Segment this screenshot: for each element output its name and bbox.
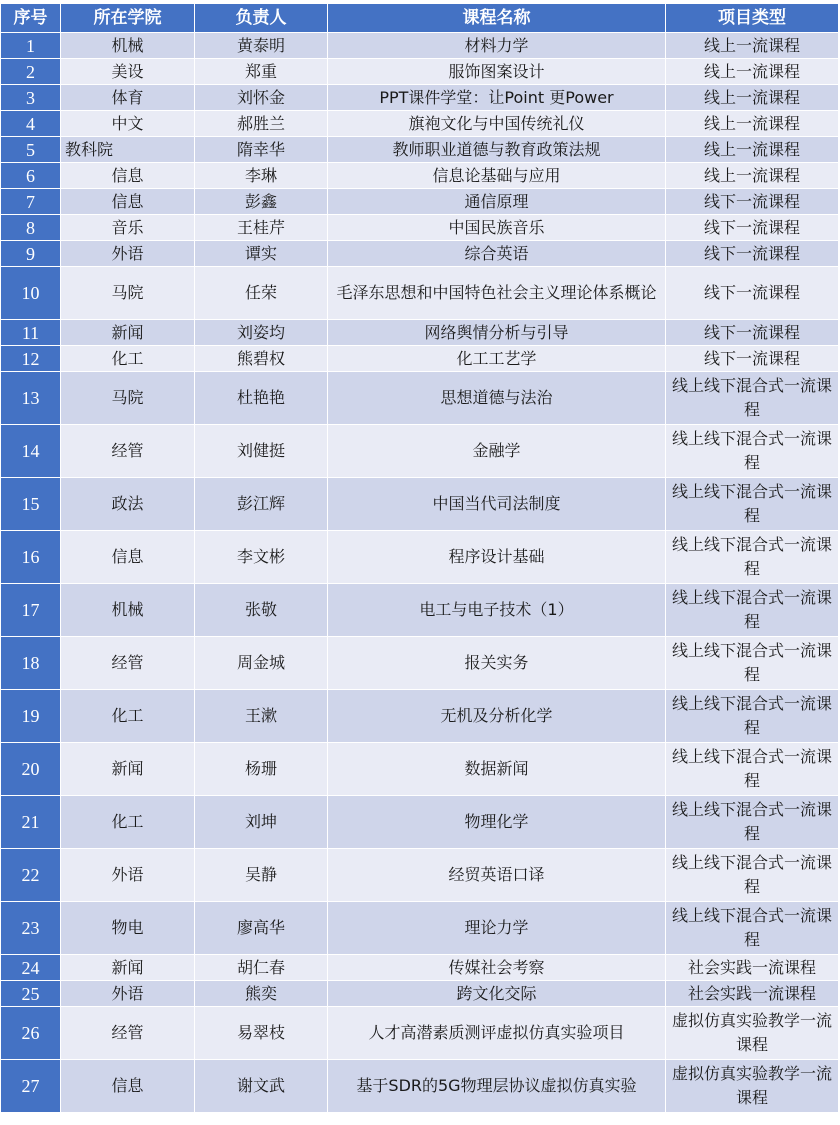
table-row <box>1 743 839 796</box>
college-cell: 教科院 <box>61 137 195 163</box>
college-cell: 经管 <box>61 425 195 478</box>
header-seq: 序号 <box>1 4 61 33</box>
leader-cell: 王漱 <box>195 690 328 743</box>
seq-cell: 15 <box>1 478 61 531</box>
college-cell: 马院 <box>61 372 195 425</box>
college-cell: 化工 <box>61 690 195 743</box>
leader-cell: 熊碧权 <box>195 346 328 372</box>
course-cell: 数据新闻 <box>328 743 666 796</box>
course-cell: 无机及分析化学 <box>328 690 666 743</box>
course-cell: 理论力学 <box>328 902 666 955</box>
leader-cell: 隋幸华 <box>195 137 328 163</box>
type-cell: 线上线下混合式一流课程 <box>666 690 839 743</box>
table-row <box>1 425 839 478</box>
header-course: 课程名称 <box>328 4 666 33</box>
type-cell: 线上一流课程 <box>666 163 839 189</box>
table-row <box>1 137 839 163</box>
type-cell: 线下一流课程 <box>666 241 839 267</box>
table-row <box>1 637 839 690</box>
leader-cell: 杜艳艳 <box>195 372 328 425</box>
type-cell: 社会实践一流课程 <box>666 955 839 981</box>
seq-cell: 16 <box>1 531 61 584</box>
leader-cell: 熊奕 <box>195 981 328 1007</box>
course-cell: 旗袍文化与中国传统礼仪 <box>328 111 666 137</box>
college-cell: 中文 <box>61 111 195 137</box>
leader-cell: 杨珊 <box>195 743 328 796</box>
seq-cell: 19 <box>1 690 61 743</box>
seq-cell: 26 <box>1 1007 61 1060</box>
college-cell: 外语 <box>61 849 195 902</box>
table-row <box>1 981 839 1007</box>
seq-cell: 8 <box>1 215 61 241</box>
leader-cell: 廖高华 <box>195 902 328 955</box>
type-cell: 线上线下混合式一流课程 <box>666 849 839 902</box>
course-cell: 程序设计基础 <box>328 531 666 584</box>
table-row <box>1 59 839 85</box>
leader-cell: 彭鑫 <box>195 189 328 215</box>
seq-cell: 3 <box>1 85 61 111</box>
table-row <box>1 1007 839 1060</box>
type-cell: 线上一流课程 <box>666 137 839 163</box>
leader-cell: 王桂芹 <box>195 215 328 241</box>
seq-cell: 21 <box>1 796 61 849</box>
table-row <box>1 584 839 637</box>
seq-cell: 7 <box>1 189 61 215</box>
type-cell: 线上一流课程 <box>666 33 839 59</box>
leader-cell: 彭江辉 <box>195 478 328 531</box>
type-cell: 线下一流课程 <box>666 215 839 241</box>
seq-cell: 23 <box>1 902 61 955</box>
type-cell: 线下一流课程 <box>666 189 839 215</box>
table-row <box>1 902 839 955</box>
type-cell: 线下一流课程 <box>666 320 839 346</box>
table-row <box>1 320 839 346</box>
table-row <box>1 531 839 584</box>
type-cell: 虚拟仿真实验教学一流课程 <box>666 1007 839 1060</box>
leader-cell: 张敬 <box>195 584 328 637</box>
seq-cell: 24 <box>1 955 61 981</box>
course-cell: 跨文化交际 <box>328 981 666 1007</box>
type-cell: 线上线下混合式一流课程 <box>666 743 839 796</box>
type-cell: 线上线下混合式一流课程 <box>666 478 839 531</box>
seq-cell: 6 <box>1 163 61 189</box>
leader-cell: 胡仁春 <box>195 955 328 981</box>
leader-cell: 任荣 <box>195 267 328 320</box>
type-cell: 社会实践一流课程 <box>666 981 839 1007</box>
college-cell: 新闻 <box>61 955 195 981</box>
leader-cell: 黄泰明 <box>195 33 328 59</box>
seq-cell: 5 <box>1 137 61 163</box>
header-college: 所在学院 <box>61 4 195 33</box>
seq-cell: 27 <box>1 1060 61 1113</box>
leader-cell: 刘坤 <box>195 796 328 849</box>
table-row <box>1 241 839 267</box>
type-cell: 线上一流课程 <box>666 111 839 137</box>
seq-cell: 2 <box>1 59 61 85</box>
course-cell: 人才高潜素质测评虚拟仿真实验项目 <box>328 1007 666 1060</box>
college-cell: 信息 <box>61 531 195 584</box>
college-cell: 新闻 <box>61 320 195 346</box>
table-row <box>1 955 839 981</box>
course-cell: 电工与电子技术（1） <box>328 584 666 637</box>
course-cell: 网络舆情分析与引导 <box>328 320 666 346</box>
seq-cell: 11 <box>1 320 61 346</box>
course-cell: 服饰图案设计 <box>328 59 666 85</box>
course-cell: 材料力学 <box>328 33 666 59</box>
leader-cell: 刘姿均 <box>195 320 328 346</box>
college-cell: 政法 <box>61 478 195 531</box>
table-row <box>1 346 839 372</box>
college-cell: 信息 <box>61 189 195 215</box>
type-cell: 线上线下混合式一流课程 <box>666 531 839 584</box>
college-cell: 外语 <box>61 241 195 267</box>
leader-cell: 谭实 <box>195 241 328 267</box>
table-row <box>1 33 839 59</box>
course-cell: 教师职业道德与教育政策法规 <box>328 137 666 163</box>
college-cell: 音乐 <box>61 215 195 241</box>
college-cell: 经管 <box>61 637 195 690</box>
college-cell: 机械 <box>61 584 195 637</box>
type-cell: 线上一流课程 <box>666 85 839 111</box>
course-cell: PPT课件学堂：让Point 更Power <box>328 85 666 111</box>
seq-cell: 18 <box>1 637 61 690</box>
college-cell: 化工 <box>61 346 195 372</box>
type-cell: 线下一流课程 <box>666 267 839 320</box>
seq-cell: 20 <box>1 743 61 796</box>
course-cell: 思想道德与法治 <box>328 372 666 425</box>
table-row <box>1 267 839 320</box>
course-cell: 经贸英语口译 <box>328 849 666 902</box>
leader-cell: 谢文武 <box>195 1060 328 1113</box>
type-cell: 线上一流课程 <box>666 59 839 85</box>
course-cell: 传媒社会考察 <box>328 955 666 981</box>
type-cell: 线上线下混合式一流课程 <box>666 372 839 425</box>
seq-cell: 25 <box>1 981 61 1007</box>
seq-cell: 13 <box>1 372 61 425</box>
leader-cell: 周金城 <box>195 637 328 690</box>
college-cell: 经管 <box>61 1007 195 1060</box>
table-row <box>1 849 839 902</box>
college-cell: 马院 <box>61 267 195 320</box>
table-body <box>1 33 839 1113</box>
table-row <box>1 189 839 215</box>
college-cell: 化工 <box>61 796 195 849</box>
header-type: 项目类型 <box>666 4 839 33</box>
table-row <box>1 690 839 743</box>
leader-cell: 李文彬 <box>195 531 328 584</box>
table-row <box>1 372 839 425</box>
college-cell: 信息 <box>61 1060 195 1113</box>
table-row <box>1 111 839 137</box>
leader-cell: 刘怀金 <box>195 85 328 111</box>
seq-cell: 12 <box>1 346 61 372</box>
type-cell: 线上线下混合式一流课程 <box>666 584 839 637</box>
leader-cell: 吴静 <box>195 849 328 902</box>
type-cell: 线下一流课程 <box>666 346 839 372</box>
table-row <box>1 85 839 111</box>
course-cell: 物理化学 <box>328 796 666 849</box>
leader-cell: 刘健挺 <box>195 425 328 478</box>
leader-cell: 李琳 <box>195 163 328 189</box>
college-cell: 外语 <box>61 981 195 1007</box>
seq-cell: 17 <box>1 584 61 637</box>
college-cell: 美设 <box>61 59 195 85</box>
course-cell: 中国民族音乐 <box>328 215 666 241</box>
leader-cell: 易翠枝 <box>195 1007 328 1060</box>
header-row <box>1 4 839 33</box>
seq-cell: 10 <box>1 267 61 320</box>
type-cell: 线上线下混合式一流课程 <box>666 425 839 478</box>
type-cell: 线上线下混合式一流课程 <box>666 796 839 849</box>
table-row <box>1 478 839 531</box>
course-cell: 通信原理 <box>328 189 666 215</box>
type-cell: 虚拟仿真实验教学一流课程 <box>666 1060 839 1113</box>
course-cell: 综合英语 <box>328 241 666 267</box>
course-cell: 金融学 <box>328 425 666 478</box>
course-cell: 毛泽东思想和中国特色社会主义理论体系概论 <box>328 267 666 320</box>
course-cell: 化工工艺学 <box>328 346 666 372</box>
table-row <box>1 215 839 241</box>
course-cell: 信息论基础与应用 <box>328 163 666 189</box>
college-cell: 体育 <box>61 85 195 111</box>
leader-cell: 郝胜兰 <box>195 111 328 137</box>
type-cell: 线上线下混合式一流课程 <box>666 637 839 690</box>
table-row <box>1 163 839 189</box>
seq-cell: 22 <box>1 849 61 902</box>
course-table <box>0 3 839 1113</box>
leader-cell: 郑重 <box>195 59 328 85</box>
seq-cell: 9 <box>1 241 61 267</box>
table-row <box>1 796 839 849</box>
course-cell: 报关实务 <box>328 637 666 690</box>
seq-cell: 4 <box>1 111 61 137</box>
header-leader: 负责人 <box>195 4 328 33</box>
college-cell: 机械 <box>61 33 195 59</box>
seq-cell: 14 <box>1 425 61 478</box>
course-cell: 基于SDR的5G物理层协议虚拟仿真实验 <box>328 1060 666 1113</box>
college-cell: 新闻 <box>61 743 195 796</box>
college-cell: 物电 <box>61 902 195 955</box>
seq-cell: 1 <box>1 33 61 59</box>
college-cell: 信息 <box>61 163 195 189</box>
table-row <box>1 1060 839 1113</box>
type-cell: 线上线下混合式一流课程 <box>666 902 839 955</box>
course-cell: 中国当代司法制度 <box>328 478 666 531</box>
